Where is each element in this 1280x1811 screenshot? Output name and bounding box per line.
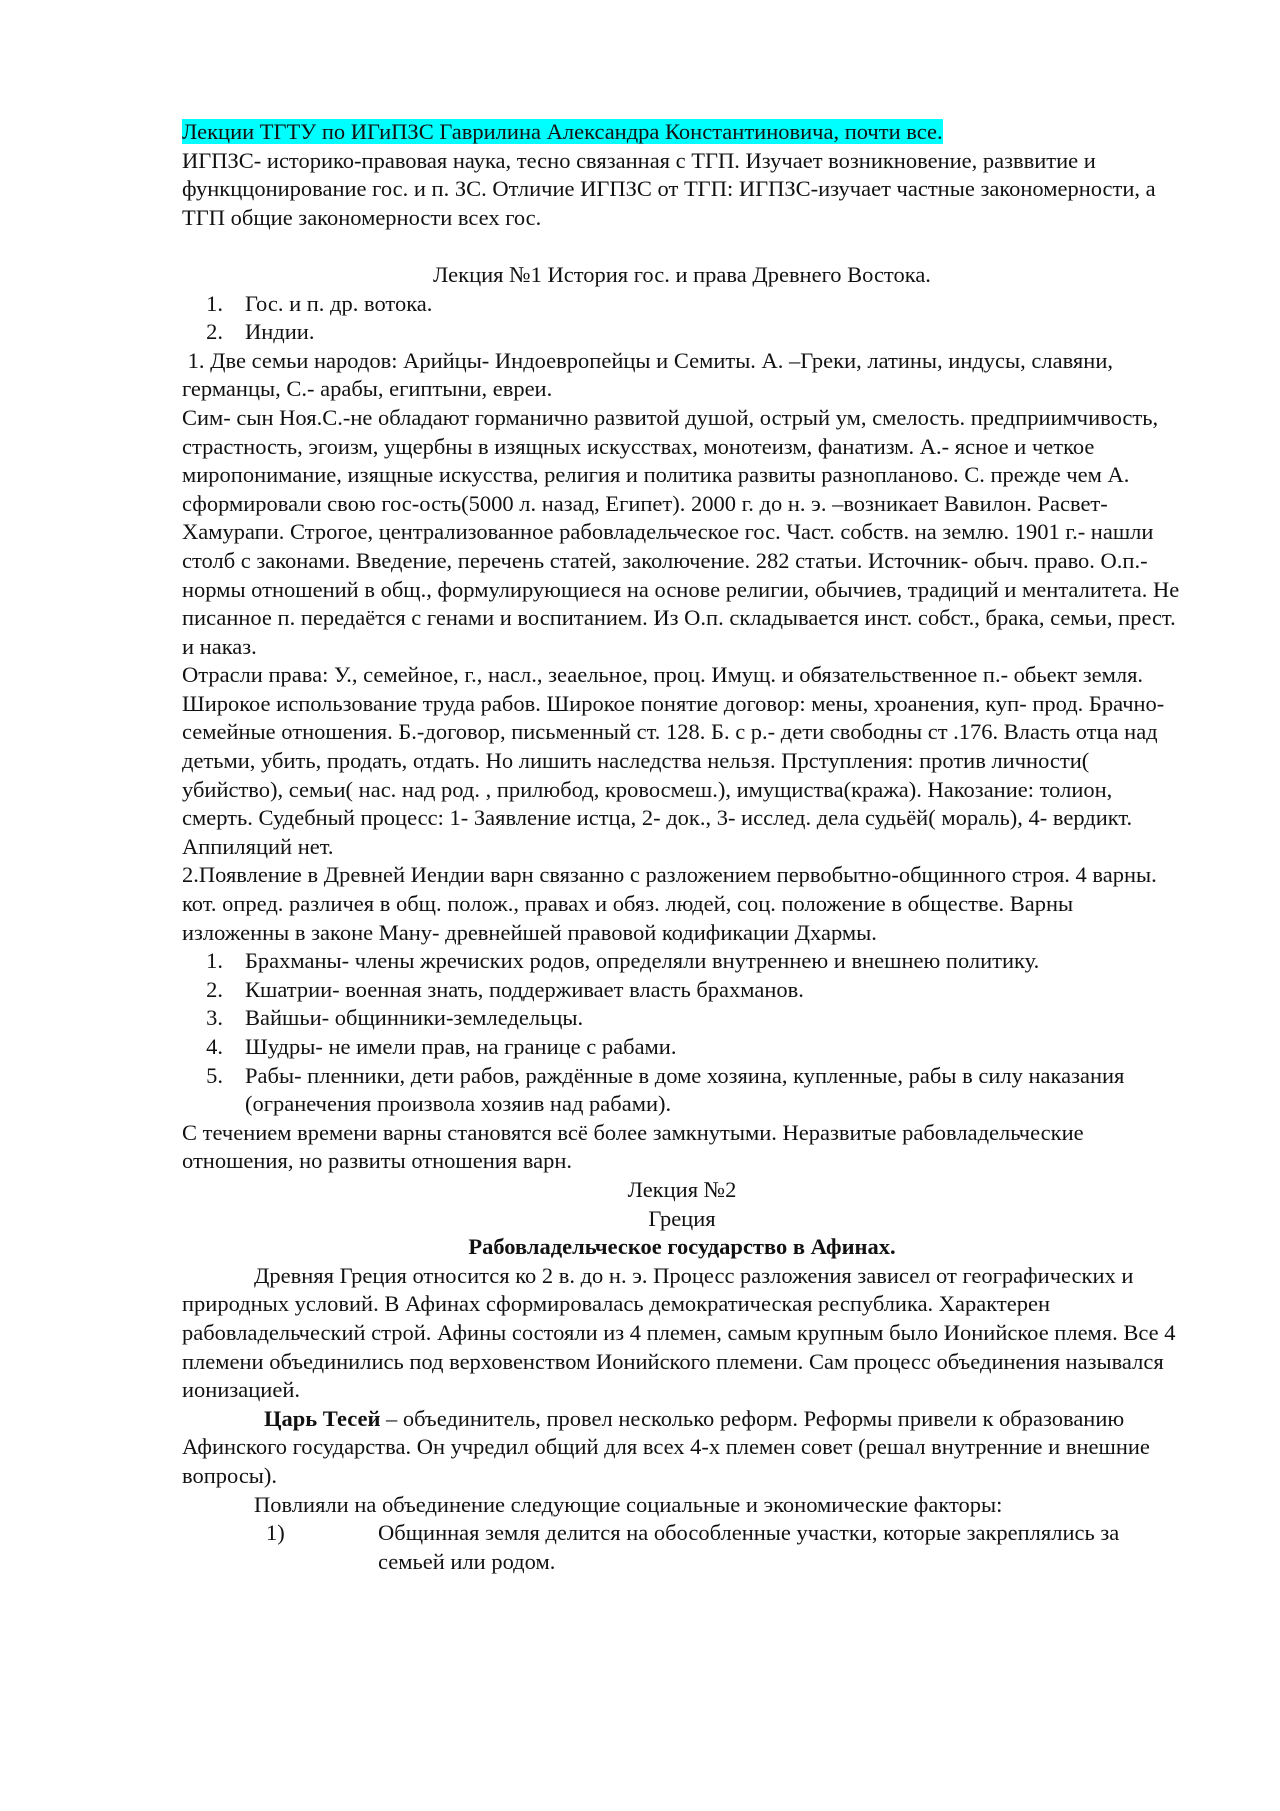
list-item (182, 290, 1182, 319)
lecture2-subtitle: Греция (648, 1205, 716, 1231)
list-item (182, 1519, 1182, 1576)
list-text: Кшатрии- военная знать, поддерживает власть брахманов. (245, 976, 804, 1002)
list-text: Брахманы- члены жречиских родов, определяли внутреннею и внешнею политику. (245, 948, 1040, 974)
list-number: 5. (206, 1062, 223, 1088)
paragraph (182, 1405, 1182, 1491)
lecture1-title: Лекция №1 История гос. и права Древнего Востока. (433, 261, 931, 287)
lecture2-title: Лекция №2 (627, 1176, 737, 1202)
paragraph: 2.Появление в Древней Иендии варн связанно с разложением первобытно-общинного строя. 4 варны. кот. опред. различея в общ. полож., правах и обяз. людей, соц. положение в обществе. Варны изложенны в законе Ману- древнейшей правовой кодификации Дхармы. (182, 862, 1157, 945)
paragraph: 1. Две семьи народов: Арийцы- Индоевропейцы и Семиты. А. –Греки, латины, индусы, славяни, германцы, С.- арабы, египтыни, евреи. (182, 347, 1119, 402)
list-text: Общинная земля делится на обособленные участки, которые закреплялись за семьей или родом. (378, 1520, 1120, 1574)
document-header (182, 118, 1182, 147)
list-number: 1. (206, 948, 223, 974)
paragraph (182, 1262, 1182, 1405)
document-page (182, 118, 1182, 1576)
intro-paragraph: ИГПЗС- историко-правовая наука, тесно связанная с ТГП. Изучает возникновение, разввитие и функццонирование гос. и п. ЗС. Отличие ИГПЗС от ТГП: ИГПЗС-изучает частные закономерности, а ТГП общие закономерности всех гос. (182, 147, 1156, 230)
paragraph-text: – объединитель, провел несколько реформ. Реформы привели к образованию Афинского государства. Он учредил общий для всех 4-х племен совет (решал внутренние и внешние вопросы). (182, 1405, 1150, 1488)
paragraph (182, 1491, 1182, 1520)
list-item (182, 1033, 1182, 1062)
list-item (182, 318, 1182, 347)
list-number: 2. (206, 319, 223, 345)
list-number: 1. (206, 290, 223, 316)
list-number: 1) (266, 1520, 285, 1546)
paragraph: Сим- сын Ноя.С.-не обладают горманично развитой душой, острый ум, смелость. предприимчивость, страстность, эгоизм, ущербны в изящных искусствах, монотеизм, фанатизм. А.- ясное и четкое миропонимание, изящные искусства, религия и политика развиты разнопланово. С. прежде чем А. сформировали свою гос-ость(5000 л. назад, Египет). 2000 г. до н. э. –возникает Вавилон. Расвет- Хамурапи. Строгое, централизованное рабовладельческое гос. Част. собств. на землю. 1901 г.- нашли столб с законами. Введение, перечень статей, заколючение. 282 статьи. Источник- обыч. право. О.п.- нормы отношений в общ., формулирующиеся на основе религии, обычиев, традиций и менталитета. Не писанное п. передаётся с генами и воспитанием. Из О.п. складывается инст. собст., брака, семьи, прест. и наказ. (182, 404, 1180, 659)
list-item (182, 947, 1182, 976)
list-number: 3. (206, 1005, 223, 1031)
paragraph-text: Повлияли на объединение следующие социальные и экономические факторы: (254, 1491, 1003, 1517)
list-item (182, 976, 1182, 1005)
bold-term: Царь Тесей (264, 1405, 381, 1431)
list-number: 2. (206, 976, 223, 1002)
highlighted-title: Лекции ТГТУ по ИГиПЗС Гаврилина Александра Константиновича, почти все. (182, 119, 943, 144)
list-text: Шудры- не имели прав, на границе с рабами. (245, 1034, 677, 1059)
list-text: Вайшьи- общинники-земледельцы. (245, 1005, 584, 1031)
paragraph: Отрасли права: У., семейное, г., насл., зеаельное, проц. Имущ. и обязательственное п.- обьект земля. Широкое использование труда рабов. Широкое понятие договор: мены, хроанения, куп- прод. Брачно-семейные отношения. Б.-договор, письменный ст. 128. Б. с р.- дети свободны ст .176. Власть отца над детьми, убить, продать, отдать. Но лишить наследства нельзя. Прступления: против личности( убийство), семьи( нас. над род. , прилюбод, кровосмеш.), имущиства(кража). Накозание: толион, смерть. Судебный процесс: 1- Заявление истца, 2- док., 3- исслед. дела судьёй( мораль), 4- вердикт. Аппиляций нет. (182, 662, 1165, 859)
list-text: Рабы- пленники, дети рабов, раждённые в доме хозяина, купленные, рабы в силу наказания (огранечения произвола хозяив над рабами). (245, 1062, 1125, 1117)
lecture2-heading: Рабовладельческое государство в Афинах. (468, 1234, 896, 1260)
list-text: Индии. (245, 319, 315, 345)
list-number: 4. (206, 1034, 223, 1059)
paragraph: С течением времени варны становятся всё более замкнутыми. Неразвитые рабовладельческие отношения, но развиты отношения варн. (182, 1119, 1084, 1174)
paragraph-text: Древняя Греция относится ко 2 в. до н. э. Процесс разложения зависел от географических и природных условий. В Афинах сформировалась демократическая республика. Характерен рабовладельческий строй. Афины состояли из 4 племен, самым крупным было Ионийское племя. Все 4 племени объединились под верховенством Ионийского племени. Сам процесс объединения назывался ионизацией. (182, 1262, 1176, 1403)
list-item (182, 1062, 1182, 1119)
blank-line (182, 232, 1182, 261)
list-text: Гос. и п. др. вотока. (245, 290, 433, 316)
list-item (182, 1004, 1182, 1033)
